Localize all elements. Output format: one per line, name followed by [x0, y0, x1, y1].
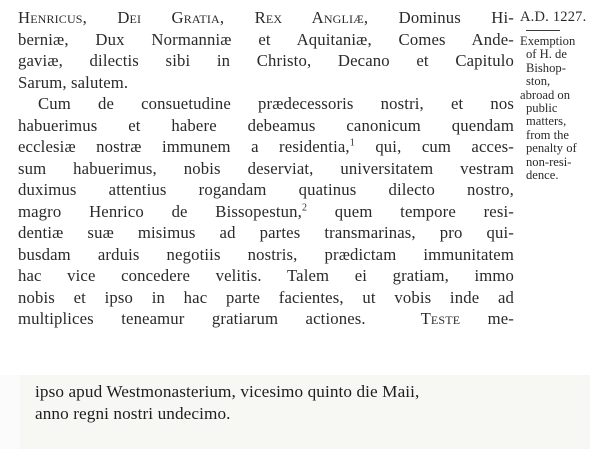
- scan-edge: [0, 375, 20, 449]
- marginal-note-line: ston,: [526, 74, 551, 89]
- text-line: ipso apud Westmonasterium, vicesimo quinto die Maii,: [35, 382, 420, 401]
- text-line: [18, 201, 514, 223]
- marginal-note-line: Exemption: [520, 34, 576, 48]
- marginal-note-line: public: [526, 101, 558, 116]
- text-line: Cum de consuetudine prædecessoris nostri, et nos: [38, 94, 514, 113]
- text-line: Sarum, salutem.: [18, 72, 129, 92]
- text-line: dentiæ suæ misimus ad partes transmarinas, pro qui-: [18, 223, 514, 242]
- salutation-small-caps: Henricus, Dei Gratia, Rex Angliæ: [18, 8, 364, 27]
- text-line: busdam arduis negotiis nostris, prædictam immunitatem: [18, 244, 514, 264]
- text-fragment: ecclesiæ nostræ immunem a residentia,: [18, 137, 350, 156]
- text-line: hac vice concedere velitis. Talem ei gratiam, immo: [18, 266, 514, 285]
- marginal-note: [520, 7, 608, 182]
- text-line: sum habuerimus, nobis deserviat, universitatem vestram: [18, 158, 514, 178]
- text-fragment: me-: [460, 309, 514, 328]
- text-fragment: qui, cum acces-: [354, 137, 514, 156]
- text-line: anno regni nostri undecimo.: [35, 403, 231, 423]
- marginal-note-line: penalty of: [526, 141, 577, 156]
- text-line: [18, 308, 514, 330]
- text-line: habuerimus et habere debeamus canonicum quendam: [18, 115, 514, 135]
- text-fragment: magro Henrico de Bissopestun,: [18, 201, 302, 221]
- footnote-marker: 1: [349, 137, 355, 149]
- marginal-note-line: from the: [526, 127, 570, 142]
- marginal-note-line: Bishop-: [526, 60, 566, 75]
- text-line: [18, 136, 514, 158]
- marginal-note-line: dence.: [526, 168, 559, 183]
- text-line: [18, 7, 514, 29]
- text-line: nobis et ipso in hac parte facientes, ut vobis inde ad: [18, 287, 514, 307]
- marginal-note-line: matters,: [526, 114, 567, 129]
- marginal-rule: [526, 30, 560, 31]
- pasted-text: [35, 381, 575, 424]
- text-fragment: quem tempore resi-: [307, 201, 514, 221]
- marginal-year: A.D. 1227.: [520, 9, 587, 25]
- marginal-note-line: non-resi-: [526, 154, 572, 169]
- text-line: berniæ, Dux Normanniæ et Aquitaniæ, Comes Ande-: [18, 29, 514, 49]
- text-line: gaviæ, dilectis sibi in Christo, Decano et Capitulo: [18, 51, 514, 70]
- text-fragment: multiplices teneamur gratiarum actiones.: [18, 309, 366, 328]
- text-line: duximus attentius rogandam quatinus dilecto nostro,: [18, 180, 514, 199]
- marginal-note-line: abroad on: [520, 87, 571, 102]
- marginal-note-line: of H. de: [526, 47, 567, 62]
- teste-small-caps: Teste: [420, 309, 461, 328]
- charter-text: [18, 7, 514, 330]
- footnote-marker: 2: [301, 201, 308, 213]
- text-fragment: , Dominus Hi-: [363, 8, 514, 27]
